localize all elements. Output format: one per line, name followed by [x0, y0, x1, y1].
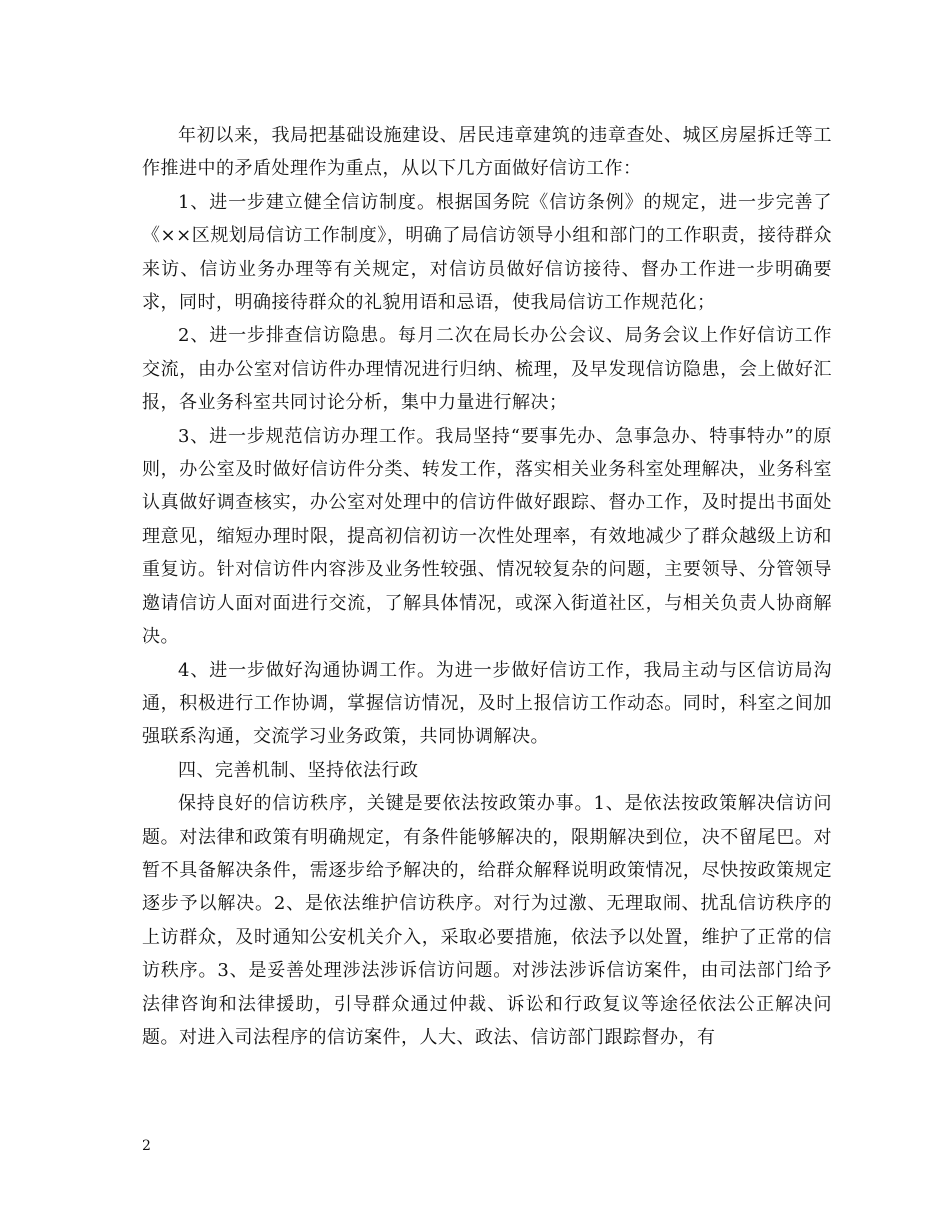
- section-heading: 四、完善机制、坚持依法行政: [178, 759, 419, 781]
- paragraph-item-4: 4、进一步做好沟通协调工作。为进一步做好信访工作，我局主动与区信访局沟通，积极进行工作协调，掌握信访情况，及时上报信访工作动态。同时，科室之间加强联系沟通，交流学习业务政策，共同协调解决。: [142, 659, 832, 748]
- body-text: [142, 119, 832, 1054]
- paragraph-item-3: 3、进一步规范信访办理工作。我局坚持“要事先办、急事急办、特事特办”的原则，办公室及时做好信访件分类、转发工作，落实相关业务科室处理解决，业务科室认真做好调查核实，办公室对处理中的信访件做好跟踪、督办工作，及时提出书面处理意见，缩短办理时限，提高初信初访一次性处理率，有效地减少了群众越级上访和重复访。针对信访件内容涉及业务性较强、情况较复杂的问题，主要领导、分管领导邀请信访人面对面进行交流，了解具体情况，或深入街道社区，与相关负责人协商解决。: [142, 425, 832, 648]
- page-number: 2: [142, 1138, 151, 1154]
- paragraph-item-1: 1、进一步建立健全信访制度。根据国务院《信访条例》的规定，进一步完善了《××区规划局信访工作制度》，明确了局信访领导小组和部门的工作职责，接待群众来访、信访业务办理等有关规定，对信访员做好信访接待、督办工作进一步明确要求，同时，明确接待群众的礼貌用语和忌语，使我局信访工作规范化；: [142, 191, 832, 314]
- paragraph-item-2: 2、进一步排查信访隐患。每月二次在局长办公会议、局务会议上作好信访工作交流，由办公室对信访件办理情况进行归纳、梳理，及早发现信访隐患，会上做好汇报，各业务科室共同讨论分析，集中力量进行解决；: [142, 325, 832, 414]
- paragraph-section-body: 保持良好的信访秩序，关键是要依法按政策办事。1、是依法按政策解决信访问题。对法律和政策有明确规定，有条件能够解决的，限期解决到位，决不留尾巴。对暂不具备解决条件，需逐步给予解决的，给群众解释说明政策情况，尽快按政策规定逐步予以解决。2、是依法维护信访秩序。对行为过激、无理取闹、扰乱信访秩序的上访群众，及时通知公安机关介入，采取必要措施，依法予以处置，维护了正常的信访秩序。3、是妥善处理涉法涉诉信访问题。对涉法涉诉信访案件，由司法部门给予法律咨询和法律援助，引导群众通过仲裁、诉讼和行政复议等途径依法公正解决问题。对进入司法程序的信访案件，人大、政法、信访部门跟踪督办，有: [142, 793, 832, 1048]
- paragraph-intro: 年初以来，我局把基础设施建设、居民违章建筑的违章查处、城区房屋拆迁等工作推进中的矛盾处理作为重点，从以下几方面做好信访工作：: [142, 125, 832, 180]
